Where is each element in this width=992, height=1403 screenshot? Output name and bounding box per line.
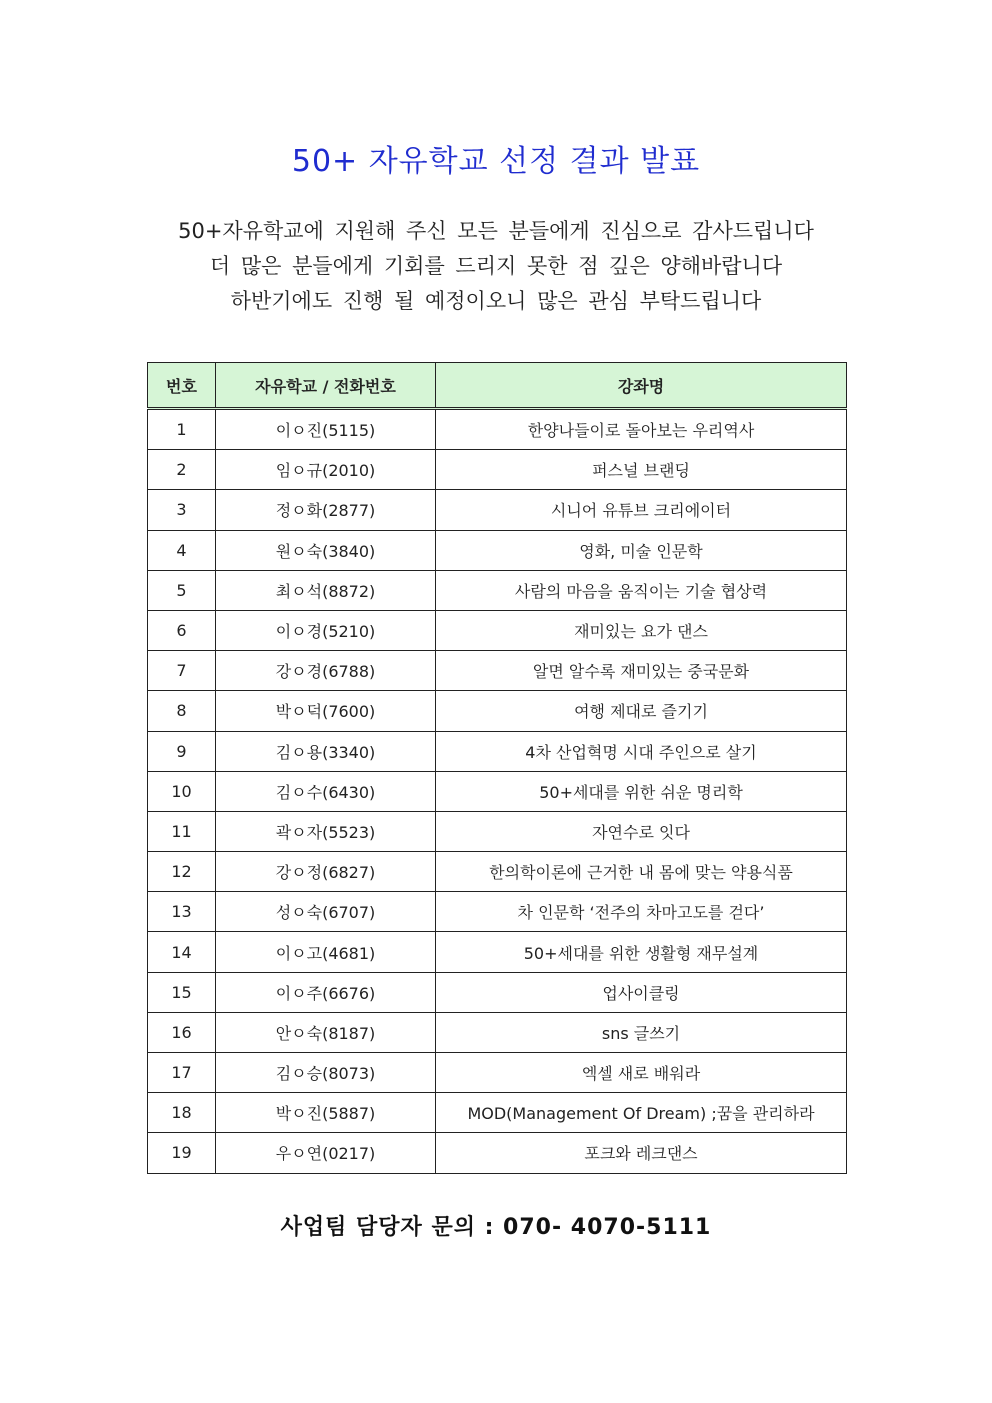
row-course-name: 50+세대를 위한 생활형 재무설계: [436, 932, 847, 972]
intro-line-3: 하반기에도 진행 될 예정이오니 많은 관심 부탁드립니다: [230, 289, 762, 313]
row-school-phone: 안ㅇ숙(8187): [216, 1012, 436, 1052]
row-school-phone: 곽ㅇ자(5523): [216, 811, 436, 851]
table-row: [148, 1093, 847, 1133]
row-number: 15: [148, 972, 216, 1012]
row-number: 7: [148, 651, 216, 691]
table-row: [148, 490, 847, 530]
table-row: [148, 771, 847, 811]
row-course-name: 한양나들이로 돌아보는 우리역사: [436, 409, 847, 450]
contact-footer: 사업팀 담당자 문의 : 070- 4070-5111: [280, 1215, 712, 1240]
table-row: [148, 932, 847, 972]
table-body: [148, 409, 847, 1174]
table-row: [148, 1053, 847, 1093]
table-row: [148, 1012, 847, 1052]
table-row: [148, 570, 847, 610]
row-course-name: 여행 제대로 즐기기: [436, 691, 847, 731]
row-course-name: 4차 산업혁명 시대 주인으로 살기: [436, 731, 847, 771]
row-school-phone: 김ㅇ용(3340): [216, 731, 436, 771]
header-school-phone: 자유학교 / 전화번호: [216, 363, 436, 409]
table-row: [148, 892, 847, 932]
table-row: [148, 651, 847, 691]
row-school-phone: 이ㅇ진(5115): [216, 409, 436, 450]
row-number: 12: [148, 852, 216, 892]
intro-message: [0, 214, 992, 319]
row-course-name: 50+세대를 위한 쉬운 명리학: [436, 771, 847, 811]
row-school-phone: 김ㅇ승(8073): [216, 1053, 436, 1093]
row-course-name: 사람의 마음을 움직이는 기술 협상력: [436, 570, 847, 610]
row-school-phone: 박ㅇ진(5887): [216, 1093, 436, 1133]
table-row: [148, 610, 847, 650]
row-number: 9: [148, 731, 216, 771]
row-number: 13: [148, 892, 216, 932]
table-row: [148, 409, 847, 450]
row-course-name: 퍼스널 브랜딩: [436, 450, 847, 490]
row-school-phone: 임ㅇ규(2010): [216, 450, 436, 490]
row-number: 17: [148, 1053, 216, 1093]
row-course-name: 알면 알수록 재미있는 중국문화: [436, 651, 847, 691]
row-school-phone: 원ㅇ숙(3840): [216, 530, 436, 570]
row-course-name: 차 인문학 ‘전주의 차마고도를 걷다’: [436, 892, 847, 932]
table-row: [148, 972, 847, 1012]
table-row: [148, 450, 847, 490]
table-row: [148, 811, 847, 851]
row-school-phone: 강ㅇ경(6788): [216, 651, 436, 691]
row-number: 8: [148, 691, 216, 731]
table-row: [148, 852, 847, 892]
header-number: 번호: [148, 363, 216, 409]
table-row: [148, 530, 847, 570]
row-school-phone: 강ㅇ정(6827): [216, 852, 436, 892]
row-number: 11: [148, 811, 216, 851]
row-number: 6: [148, 610, 216, 650]
row-number: 3: [148, 490, 216, 530]
row-school-phone: 정ㅇ화(2877): [216, 490, 436, 530]
intro-line-1: 50+자유학교에 지원해 주신 모든 분들에게 진심으로 감사드립니다: [178, 219, 814, 243]
row-course-name: 한의학이론에 근거한 내 몸에 맞는 약용식품: [436, 852, 847, 892]
row-course-name: 포크와 레크댄스: [436, 1133, 847, 1173]
row-school-phone: 김ㅇ수(6430): [216, 771, 436, 811]
row-number: 16: [148, 1012, 216, 1052]
intro-line-2: 더 많은 분들에게 기회를 드리지 못한 점 깊은 양해바랍니다: [209, 254, 783, 278]
row-school-phone: 박ㅇ덕(7600): [216, 691, 436, 731]
row-course-name: MOD(Management Of Dream) ;꿈을 관리하라: [436, 1093, 847, 1133]
row-number: 10: [148, 771, 216, 811]
row-course-name: 엑셀 새로 배워라: [436, 1053, 847, 1093]
row-course-name: sns 글쓰기: [436, 1012, 847, 1052]
table-row: [148, 731, 847, 771]
row-school-phone: 우ㅇ연(0217): [216, 1133, 436, 1173]
row-school-phone: 성ㅇ숙(6707): [216, 892, 436, 932]
table-row: [148, 691, 847, 731]
row-school-phone: 최ㅇ석(8872): [216, 570, 436, 610]
row-school-phone: 이ㅇ고(4681): [216, 932, 436, 972]
row-school-phone: 이ㅇ경(5210): [216, 610, 436, 650]
row-number: 19: [148, 1133, 216, 1173]
row-course-name: 자연수로 잇다: [436, 811, 847, 851]
page-title: 50+ 자유학교 선정 결과 발표: [291, 144, 701, 179]
table-header-row: [148, 363, 847, 409]
table-row: [148, 1133, 847, 1173]
row-course-name: 업사이클링: [436, 972, 847, 1012]
row-course-name: 재미있는 요가 댄스: [436, 610, 847, 650]
row-number: 2: [148, 450, 216, 490]
row-school-phone: 이ㅇ주(6676): [216, 972, 436, 1012]
row-number: 1: [148, 409, 216, 450]
selection-results-table: [147, 362, 847, 1174]
row-number: 5: [148, 570, 216, 610]
row-number: 4: [148, 530, 216, 570]
header-course-name: 강좌명: [436, 363, 847, 409]
row-course-name: 영화, 미술 인문학: [436, 530, 847, 570]
row-course-name: 시니어 유튜브 크리에이터: [436, 490, 847, 530]
row-number: 18: [148, 1093, 216, 1133]
row-number: 14: [148, 932, 216, 972]
